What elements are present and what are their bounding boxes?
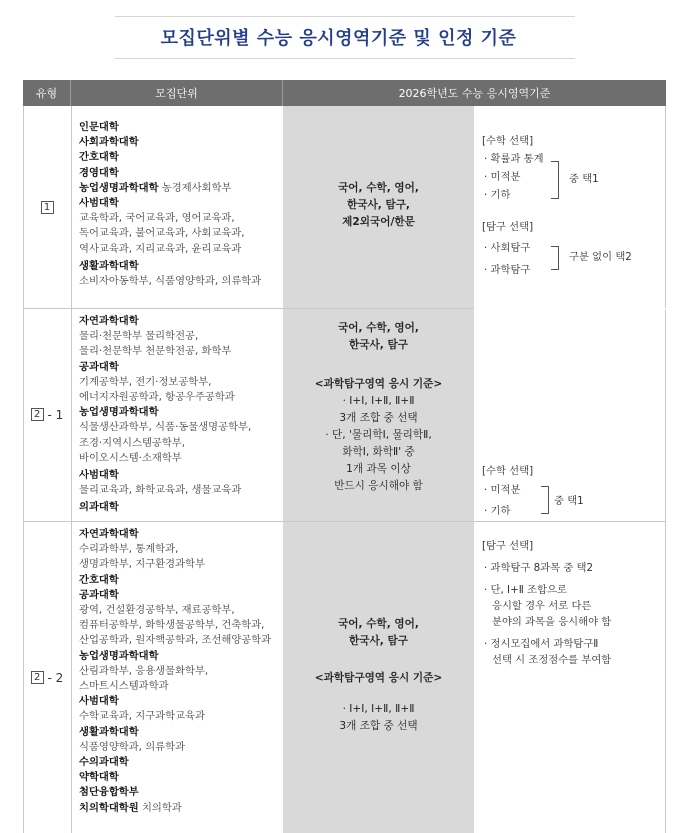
college-line (79, 801, 279, 816)
inquiry-item: 응시할 경우 서로 다른 (492, 600, 592, 612)
dept-line: 산림과학부, 응용생물화학부, (79, 664, 209, 677)
college-label: 생활과학대학 (79, 725, 139, 738)
header-type: 유형 (23, 80, 71, 106)
inquiry-item: · 과학탐구 (484, 264, 531, 276)
header-unit: 모집단위 (71, 80, 283, 106)
dept-line: 에너지자원공학과, 항공우주공학과 (79, 391, 235, 404)
dept-line: 기계공학부, 전기·정보공학부, (79, 375, 212, 388)
college-label: 생활과학대학 (79, 259, 139, 272)
college-label: 경영대학 (79, 166, 119, 179)
row2-2-units (79, 527, 279, 816)
inquiry-item: 선택 시 조정점수를 부여함 (492, 654, 612, 666)
dept-line: 광역, 건설환경공학부, 재료공학부, (79, 604, 235, 617)
subject-line: 한국사, 탐구 (349, 635, 408, 647)
math-item: · 확률과 통계 (484, 153, 544, 165)
college-label: 사범대학 (79, 695, 119, 708)
row1-subjects (283, 180, 474, 231)
dept-line: 수학교육과, 지구과학교육과 (79, 710, 205, 723)
college-label: 농업생명과학대학 (79, 181, 159, 194)
criteria-line: · 단, '물리학Ⅰ, 물리학Ⅱ, (325, 429, 432, 441)
dept-line: 조경·지역시스템공학부, (79, 436, 186, 449)
dept-line: 식품영양학과, 의류학과 (79, 740, 186, 753)
math-item: · 기하 (484, 189, 511, 201)
college-label: 간호대학 (79, 573, 119, 586)
header-criteria: 2026학년도 수능 응시영역기준 (283, 80, 666, 106)
inquiry-select-title: [탐구 선택] (482, 540, 534, 552)
title-rule-top (115, 16, 575, 17)
math-select-title: [수학 선택] (482, 135, 534, 147)
dept-line: 스마트시스템과학과 (79, 680, 169, 693)
college-label: 농업생명과학대학 (79, 649, 159, 662)
college-label: 치의학대학원 (79, 801, 139, 814)
college-label: 농업생명과학대학 (79, 406, 159, 419)
row1-selection (482, 132, 672, 204)
dept-line: 컴퓨터공학부, 화학생물공학부, 건축학과, (79, 619, 265, 632)
bracket (551, 161, 559, 199)
dept-line: 식물생산과학부, 식품·동물생명공학부, (79, 421, 252, 434)
college-label: 공과대학 (79, 588, 119, 601)
criteria-line: 3개 조합 중 선택 (339, 412, 418, 424)
dept-line: 산업공학과, 원자핵공학과, 조선해양공학과 (79, 634, 272, 647)
row2-2-type (23, 521, 71, 833)
criteria-line: 화학Ⅰ, 화학Ⅱ' 중 (342, 446, 415, 458)
subject-line: 국어, 수학, 영어, (338, 618, 419, 630)
dept-line: 바이오시스템·소재학부 (79, 451, 182, 464)
college-label: 사회과학대학 (79, 136, 139, 149)
criteria-line: · Ⅰ+Ⅰ, Ⅰ+Ⅱ, Ⅱ+Ⅱ (342, 703, 415, 715)
college-line (79, 181, 279, 196)
row2-1-subjects (283, 320, 474, 495)
bracket (551, 246, 559, 270)
science-criteria-title: <과학탐구영역 응시 기준> (314, 672, 443, 684)
dept-line: 물리교육과, 화학교육과, 생물교육과 (79, 484, 242, 497)
type-number-box: 1 (41, 201, 54, 214)
inquiry-item: · 사회탐구 (484, 242, 531, 254)
type-suffix: - 1 (47, 407, 64, 422)
college-label: 의과대학 (79, 501, 119, 514)
col-divider (71, 106, 72, 833)
dept-line: 수리과학부, 통계학과, (79, 543, 179, 556)
math-select-title: [수학 선택] (482, 465, 534, 477)
college-label: 첨단융합학부 (79, 786, 139, 799)
criteria-table (23, 80, 666, 833)
dept-line: 역사교육과, 지리교육과, 윤리교육과 (79, 242, 242, 255)
inquiry-item: 분야의 과목을 응시해야 함 (492, 616, 612, 628)
dept-line: 교육학과, 국어교육과, 영어교육과, (79, 212, 235, 225)
merge-gap (474, 308, 666, 310)
dept-line: 생명과학부, 지구환경과학부 (79, 558, 205, 571)
college-label: 사범대학 (79, 469, 119, 482)
college-label: 인문대학 (79, 121, 119, 133)
college-label: 공과대학 (79, 360, 119, 373)
criteria-line: 반드시 응시해야 함 (334, 480, 423, 492)
college-label: 수의과대학 (79, 756, 129, 769)
subject-line: 제2외국어/한문 (342, 216, 415, 228)
row2-1-type (23, 308, 71, 521)
science-criteria-title: <과학탐구영역 응시 기준> (314, 378, 443, 390)
row2-1-units (79, 314, 279, 516)
college-label: 자연과학대학 (79, 528, 139, 540)
dept-inline: 농경제사회학부 (161, 181, 232, 194)
inquiry-select-title: [탐구 선택] (482, 221, 534, 233)
type-suffix: - 2 (47, 671, 64, 685)
inquiry-item: · 단, Ⅰ+Ⅱ 조합으로 (484, 584, 567, 596)
type-number-box: 2 (31, 671, 44, 684)
inquiry-rule: 구분 없이 택2 (569, 251, 632, 263)
college-label: 사범대학 (79, 197, 119, 210)
math-item: · 미적분 (484, 171, 521, 183)
math-rule: 중 택1 (569, 173, 599, 185)
criteria-line: 1개 과목 이상 (346, 463, 411, 475)
subject-line: 한국사, 탐구, (347, 199, 410, 211)
page-title: 모집단위별 수능 응시영역기준 및 인정 기준 (160, 28, 517, 49)
row1-units (79, 120, 279, 289)
dept-line: 소비자아동학부, 식품영양학과, 의류학과 (79, 275, 262, 288)
dept-line: 물리·천문학부 물리학전공, (79, 330, 199, 343)
college-label: 약학대학 (79, 771, 119, 784)
type-number-box: 2 (31, 408, 44, 421)
math-item: · 미적분 (484, 484, 521, 496)
row1-type (23, 106, 71, 308)
subject-line: 국어, 수학, 영어, (338, 322, 419, 334)
subject-line: 국어, 수학, 영어, (338, 182, 419, 194)
criteria-line: 3개 조합 중 선택 (339, 720, 418, 732)
inquiry-item: · 과학탐구 8과목 중 택2 (484, 562, 594, 574)
dept-line: 물리·천문학부 천문학전공, 화학부 (79, 345, 232, 358)
college-label: 간호대학 (79, 151, 119, 164)
math-item: · 기하 (484, 505, 511, 517)
dept-inline: 치의학과 (141, 801, 182, 814)
bracket (541, 486, 549, 514)
college-label: 자연과학대학 (79, 315, 139, 327)
dept-line: 독어교육과, 불어교육과, 사회교육과, (79, 227, 245, 240)
row2-2-subjects (283, 616, 474, 735)
inquiry-item: · 정시모집에서 과학탐구Ⅱ (484, 638, 599, 650)
math-rule: 중 택1 (554, 495, 584, 507)
criteria-line: · Ⅰ+Ⅰ, Ⅰ+Ⅱ, Ⅱ+Ⅱ (342, 395, 415, 407)
row2-inquiry (482, 538, 672, 668)
subject-line: 한국사, 탐구 (349, 339, 408, 351)
title-rule-bottom (115, 58, 575, 59)
